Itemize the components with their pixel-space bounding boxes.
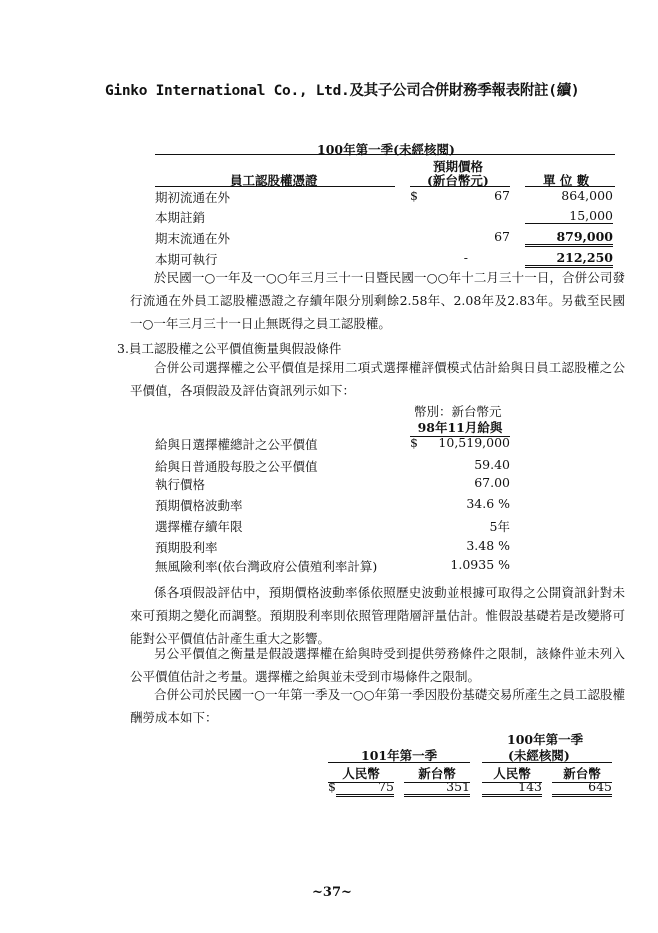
table1-row-label: 本期可執行 <box>155 252 218 267</box>
assumption-label: 無風險利率(依台灣政府公債殖利率計算) <box>155 559 378 574</box>
table1-row-units: 879,000 <box>525 229 613 247</box>
paragraph: 合併公司選擇權之公平價值是採用二項式選擇權評價模式估計給與日員工認股權之公平價值，各項假設及評估資訊列示如下： <box>130 360 625 398</box>
table2-col-ntd: 新台幣 <box>404 764 470 783</box>
assumption-label: 給與日選擇權總計之公平價值 <box>155 437 318 452</box>
table2-value: 75 <box>336 779 394 797</box>
table2-currency: $ <box>328 779 336 794</box>
table1-row-units: 864,000 <box>561 188 613 203</box>
assumption-value: 67.00 <box>474 475 510 490</box>
table1-col-price: 預期價格 <box>433 159 484 174</box>
table1-row-label: 本期註銷 <box>155 210 206 225</box>
table2-period-b-note: (未經核閱) <box>508 748 570 763</box>
assumption-label: 給與日普通股每股之公平價值 <box>155 459 318 474</box>
page-title: Ginko International Co., Ltd.及其子公司合併財務季報表附註(續) <box>105 83 580 99</box>
table1-top-rule <box>155 154 615 155</box>
table2-rule-b <box>482 762 612 763</box>
paragraph: 係各項假設評估中，預期價格波動率係依照歷史波動並根據可取得之公開資訊針對未來可預期之變化而調整。預期股利率則依照管理階層評量估計。惟假設基礎若是改變將可能對公平價值估計產生重大之影響。 <box>130 585 625 646</box>
table1-currency: $ <box>410 188 418 203</box>
table1-rule-label <box>155 186 395 187</box>
table1-row-price: - <box>463 250 468 265</box>
table1-row-price: 67 <box>494 229 510 244</box>
assumption-label: 預期價格波動率 <box>155 498 243 513</box>
paragraph: 於民國一○一年及一○○年三月三十一日暨民國一○○年十二月三十一日，合併公司發行流通在外員工認股權憑證之存續年限分別剩餘2.58年、2.08年及2.83年。另截至民國一○一年三月三十一日止無既得之員工認股權。 <box>130 270 625 331</box>
table1-period: 100年第一季(未經核閱) <box>317 142 455 157</box>
table1-row-units: 15,000 <box>525 208 613 224</box>
table1-rule-price <box>410 186 510 187</box>
table2-period-a: 101年第一季 <box>361 748 438 763</box>
table1-rule-units <box>525 186 615 187</box>
assumption-currency: $ <box>410 435 418 450</box>
assumption-label: 執行價格 <box>155 477 206 492</box>
table1-row-label: 期末流通在外 <box>155 231 231 246</box>
section-heading: 3.員工認股權之公平價值衡量與假設條件 <box>117 341 342 356</box>
assumption-value: 1.0935 % <box>450 557 510 572</box>
assumption-value: 10,519,000 <box>438 435 510 450</box>
table1-row-units: 212,250 <box>525 250 613 268</box>
table1-row-price: 67 <box>494 188 510 203</box>
paragraph: 另公平價值之衡量是假設選擇權在給與時受到提供勞務條件之限制，該條件並未列入公平價值估計之考量。選擇權之給與並未受到市場條件之限制。 <box>130 646 625 684</box>
assumption-label: 選擇權存續年限 <box>155 519 243 534</box>
page-number: ~37~ <box>312 885 352 900</box>
table2-col-ntd: 新台幣 <box>552 764 612 783</box>
table2-value: 645 <box>552 779 612 797</box>
table2-value: 143 <box>482 779 542 797</box>
paragraph: 合併公司於民國一○一年第一季及一○○年第一季因股份基礎交易所產生之員工認股權酬勞成本如下： <box>130 687 625 725</box>
assumption-label: 預期股利率 <box>155 540 218 555</box>
table2-period-b: 100年第一季 <box>507 732 584 747</box>
table2-col-rmb: 人民幣 <box>482 764 542 783</box>
currency-note: 幣別：新台幣元 <box>414 404 502 419</box>
table2-value: 351 <box>404 779 470 797</box>
assumption-value: 34.6 % <box>466 496 510 511</box>
grant-date-header: 98年11月給與 <box>410 418 510 437</box>
table1-row-label: 期初流通在外 <box>155 190 231 205</box>
table2-rule-a <box>328 762 470 763</box>
table1-col-price2: (新台幣元) <box>427 173 489 188</box>
table2-col-rmb: 人民幣 <box>328 764 394 783</box>
table1-col-units: 單 位 數 <box>543 173 590 188</box>
assumption-value: 5年 <box>489 519 510 534</box>
assumption-value: 3.48 % <box>466 538 510 553</box>
assumption-value: 59.40 <box>474 457 510 472</box>
table1-col-label: 員工認股權憑證 <box>230 173 318 188</box>
